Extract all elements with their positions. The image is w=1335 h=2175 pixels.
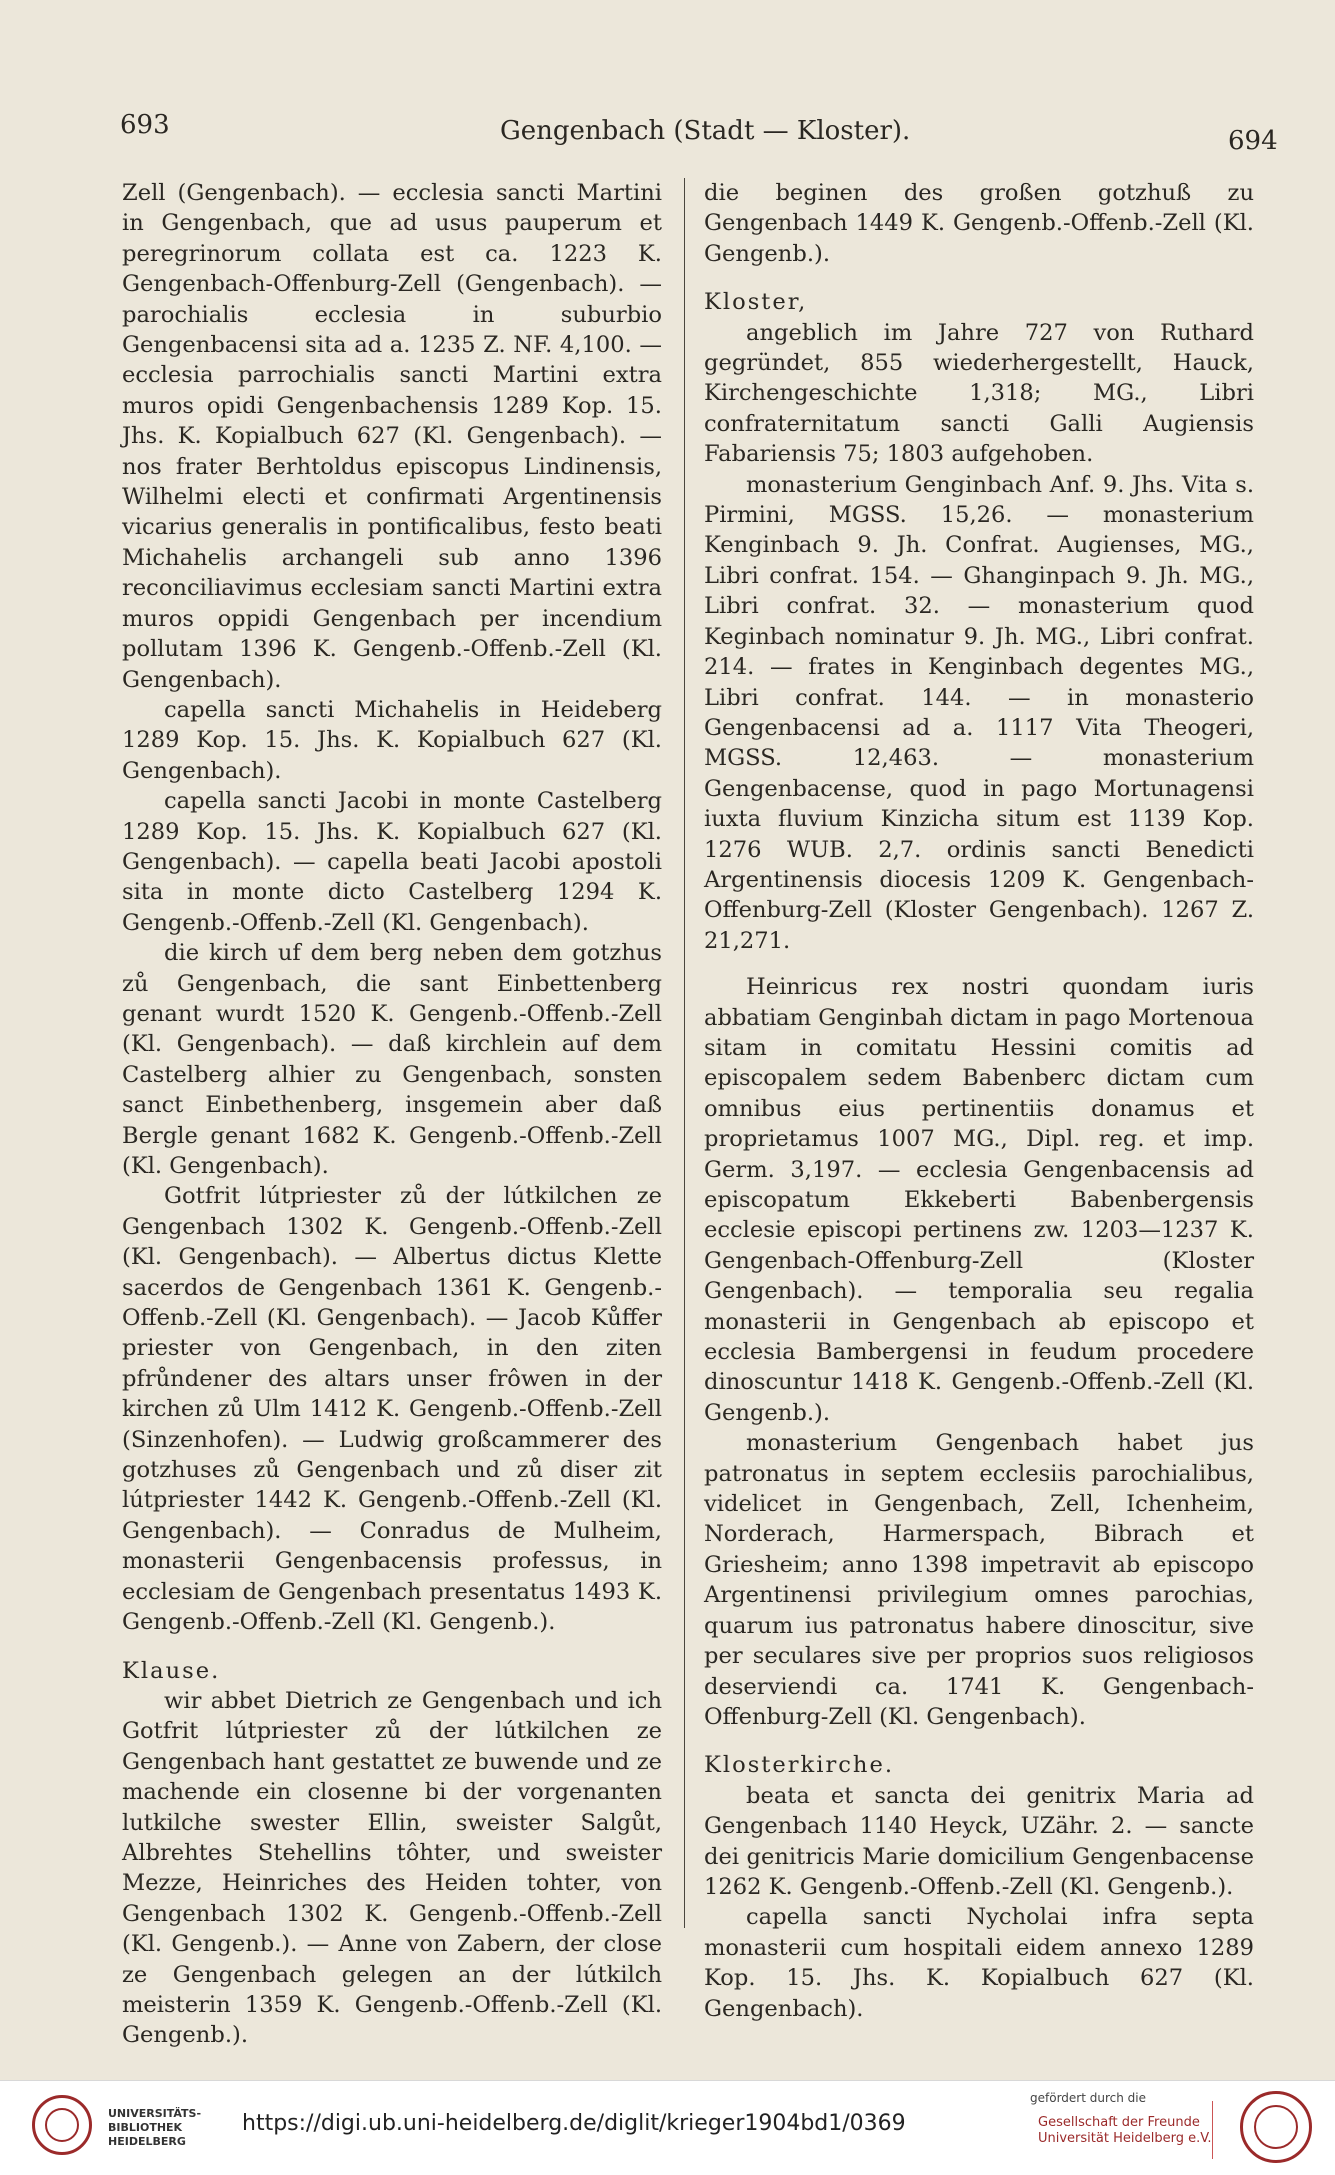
institution-name: UNIVERSITÄTS- BIBLIOTHEK HEIDELBERG <box>108 2107 202 2148</box>
paragraph: die beginen des großen gotzhuß zu Gengenbach 1449 K. Gengenb.-Offenb.-Zell (Kl. Gengenb.). <box>704 180 1254 267</box>
paragraph: Gotfrit lútpriester zů der lútkilchen ze Gengenbach 1302 K. Gengenb.-Offenb.-Zell (Kl. Gengenbach). — Albertus dictus Klette sacerdos de Gengenbach 1361 K. Gengenb.-Offenb.-Zell (Kl. Gengenbach). — Jacob Kůffer priester von Gengenbach, in den ziten pfrůndener des altars unser frôwen in der kirchen zů Ulm 1412 K. Gengenb.-Offenb.-Zell (Sinzenhofen). — Ludwig großcammerer des gotzhuses zů Gengenbach und zů diser zit lútpriester 1442 K. Gengenb.-Offenb.-Zell (Kl. Gengenbach). — Conradus de Mulheim, monasterii Gengenbacensis professus, in ecclesiam de Gengenbach presentatus 1493 K. Gengenb.-Offenb.-Zell (Kl. Gengenb.). <box>122 1183 662 1636</box>
paragraph: Heinricus rex nostri quondam iuris abbatiam Genginbah dictam in pago Mortenoua sitam in comitatu Hessini comitis ad episcopalem sedem Babenberc dictam cum omnibus eius pertinentiis donamus et proprietamus 1007 MG., Dipl. reg. et imp. Germ. 3,197. — ecclesia Gengenbacensis ad episcopatum Ekkeberti Babenbergensis ecclesie episcopi pertinens zw. 1203—1237 K. Gengenbach-Offenburg-Zell (Kloster Gengenbach). — temporalia seu regalia monasterii in Gengenbach ab episcopo et ecclesia Bambergensi in feudum procedere dinoscuntur 1418 K. Gengenb.-Offenb.-Zell (Kl. Gengenb.). <box>704 974 1254 1426</box>
paragraph: capella sancti Michahelis in Heideberg 1289 Kop. 15. Jhs. K. Kopialbuch 627 (Kl. Gengenbach). <box>122 696 662 784</box>
column-divider <box>684 178 685 1928</box>
society-seal-icon <box>1240 2091 1312 2163</box>
paragraph: Zell (Gengenbach). — ecclesia sancti Martini in Gengenbach, que ad usus pauperum et peregrinorum collata est ca. 1223 K. Gengenbach-Offenburg-Zell (Gengenbach). — parochialis ecclesia in suburbio Gengenbacensi sita ad a. 1235 Z. NF. 4,100. — ecclesia parrochialis sancti Martini extra muros opidi Gengenbachensis 1289 Kop. 15. Jhs. K. Kopialbuch 627 (Kl. Gengenbach). — nos frater Berhtoldus episcopus Lindinensis, Wilhelmi electi et confirmati Argentinensis vicarius generalis in pontificalibus, festo beati Michahelis archangeli sub anno 1396 reconciliavimus ecclesiam sancti Martini extra muros oppidi Gengenbach per incendium pollutam 1396 K. Gengenb.-Offenb.-Zell (Kl. Gengenbach). <box>122 180 662 693</box>
running-title: Gengenbach (Stadt — Kloster). <box>500 116 911 146</box>
section-heading: Kloster, <box>704 289 808 316</box>
paragraph: monasterium Gengenbach habet jus patronatus in septem ecclesiis parochialibus, videlicet in Gengenbach, Zell, Ichenheim, Norderach, Harmerspach, Bibrach et Griesheim; anno 1398 impetravit ab episcopo Argentinensi privilegium omnes parochias, quarum ius patronatus habere dinoscitur, sive per seculares sive per proprios suos religiosos deserviendi ca. 1741 K. Gengenbach-Offenburg-Zell (Kl. Gengenbach). <box>704 1430 1254 1730</box>
section-heading: Klosterkirche. <box>704 1752 895 1779</box>
footer-bar <box>0 2080 1335 2175</box>
page-number-right: 694 <box>1228 126 1278 156</box>
right-column <box>704 178 1254 2024</box>
paragraph: beata et sancta dei genitrix Maria ad Gengenbach 1140 Heyck, UZähr. 2. — sancte dei genitricis Marie domicilium Gengenbacense 1262 K. Gengenb.-Offenb.-Zell (Kl. Gengenb.). <box>704 1782 1254 1900</box>
divider <box>1212 2101 1213 2159</box>
paragraph: wir abbet Dietrich ze Gengenbach und ich Gotfrit lútpriester zů der lútkilchen ze Gengenbach hant gestattet ze buwende und ze machende ein closenne bi der vorgenanten lutkilche swester Ellin, sweister Salgůt, Albrehtes Stehellins tôhter, und sweister Mezze, Heinriches des Heiden tohter, von Gengenbach 1302 K. Gengenb.-Offenb.-Zell (Kl. Gengenb.). — Anne von Zabern, der close ze Gengenbach gelegen an der lútkilch meisterin 1359 K. Gengenb.-Offenb.-Zell (Kl. Gengenb.). <box>122 1687 662 2049</box>
paragraph: monasterium Genginbach Anf. 9. Jhs. Vita s. Pirmini, MGSS. 15,26. — monasterium Kenginbach 9. Jh. Confrat. Augienses, MG., Libri confrat. 154. — Ghanginpach 9. Jh. MG., Libri confrat. 32. — monasterium quod Keginbach nominatur 9. Jh. MG., Libri confrat. 214. — frates in Kenginbach degentes MG., Libri confrat. 144. — in monasterio Gengenbacensi ad a. 1117 Vita Theogeri, MGSS. 12,463. — monasterium Gengenbacense, quod in pago Mortunagensi iuxta fluvium Kinzicha situm est 1139 Kop. 1276 WUB. 2,7. ordinis sancti Benedicti Argentinensis diocesis 1209 K. Gengenbach-Offenburg-Zell (Kloster Gengenbach). 1267 Z. 21,271. <box>704 471 1254 954</box>
section-heading: Klause. <box>122 1657 221 1684</box>
page-number-left: 693 <box>120 110 170 140</box>
page-header <box>0 108 1335 158</box>
sponsor-intro: gefördert durch die <box>1030 2091 1146 2105</box>
paragraph: die kirch uf dem berg neben dem gotzhus zů Gengenbach, die sant Einbettenberg genant wurdt 1520 K. Gengenb.-Offenb.-Zell (Kl. Gengenbach). — daß kirchlein auf dem Castelberg alhier zu Gengenbach, sonsten sanct Einbethenberg, insgemein aber daß Bergle genant 1682 K. Gengenb.-Offenb.-Zell (Kl. Gengenbach). <box>122 940 662 1179</box>
university-seal-icon <box>32 2095 92 2155</box>
paragraph: angeblich im Jahre 727 von Ruthard gegründet, 855 wiederhergestellt, Hauck, Kirchengeschichte 1,318; MG., Libri confraternitatum sancti Galli Augiensis Fabariensis 75; 1803 aufgehoben. <box>704 319 1254 468</box>
sponsor-name: Gesellschaft der Freunde Universität Heidelberg e.V. <box>1038 2115 1212 2146</box>
paragraph: capella sancti Nycholai infra septa monasterii cum hospitali eidem annexo 1289 Kop. 15. Jhs. K. Kopialbuch 627 (Kl. Gengenbach). <box>704 1904 1254 2022</box>
permalink[interactable]: https://digi.ub.uni-heidelberg.de/diglit/krieger1904bd1/0369 <box>242 2111 906 2136</box>
paragraph: capella sancti Jacobi in monte Castelberg 1289 Kop. 15. Jhs. K. Kopialbuch 627 (Kl. Gengenbach). — capella beati Jacobi apostoli sita in monte dicto Castelberg 1294 K. Gengenb.-Offenb.-Zell (Kl. Gengenbach). <box>122 788 662 936</box>
left-column <box>122 178 662 2051</box>
